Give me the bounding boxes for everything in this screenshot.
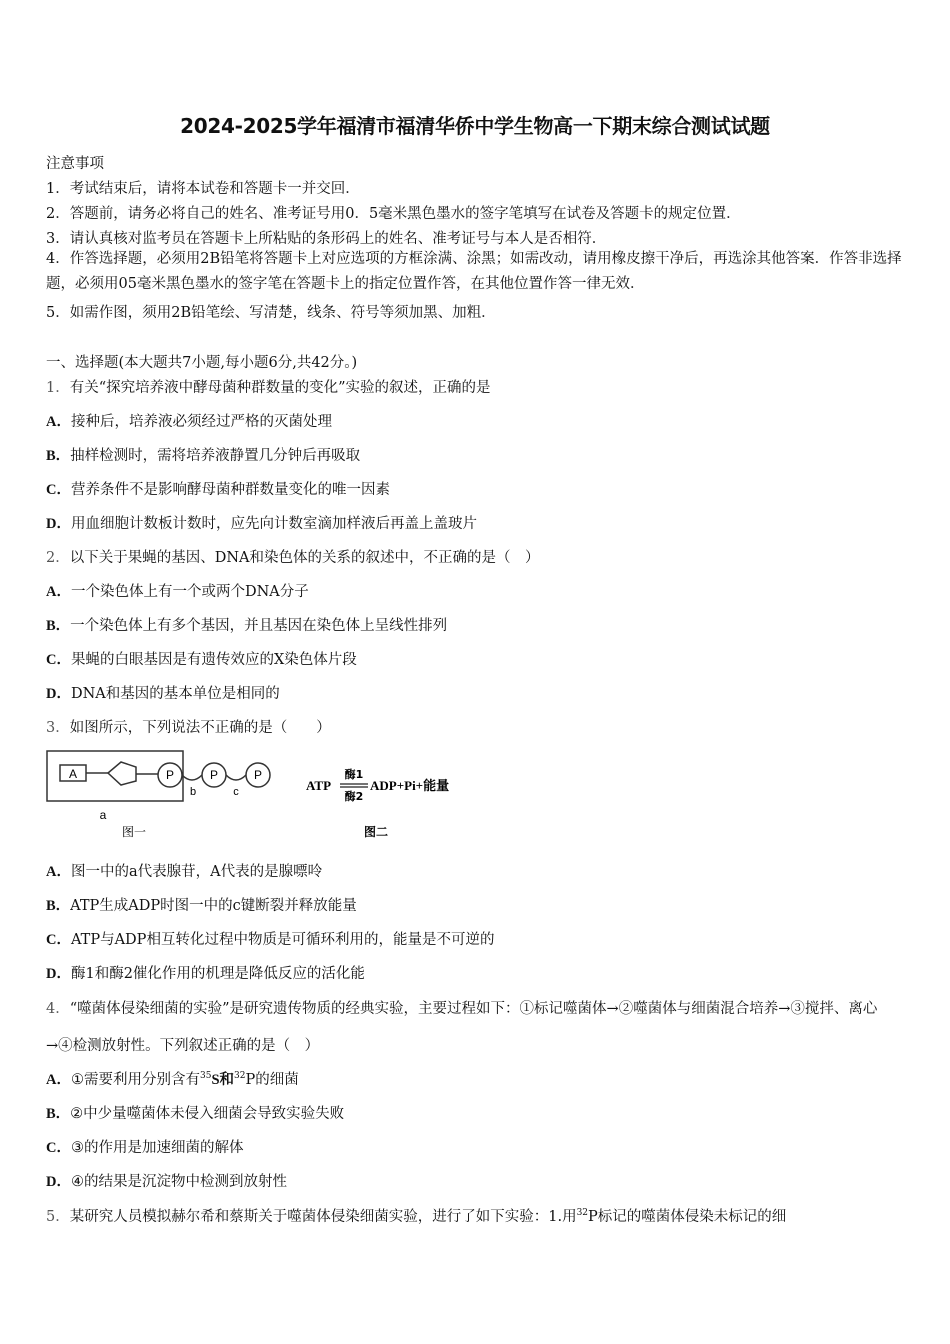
option-letter: B．	[46, 1106, 71, 1122]
option-text: ④的结果是沉淀物中检测到放射性	[70, 1174, 287, 1190]
option-text: 用血细胞计数板计数时，应先向计数室滴加样液后再盖上盖玻片	[70, 516, 477, 532]
section-heading: 一、选择题(本大题共7小题,每小题6分,共42分。)	[46, 355, 358, 371]
option-d	[46, 1170, 287, 1191]
option-letter: C．	[46, 482, 71, 498]
phosphate-label: P	[253, 768, 263, 782]
option-c	[46, 478, 390, 499]
option-text: ③的作用是加速细菌的解体	[70, 1140, 244, 1156]
enzyme-2-label: 酶2	[344, 790, 364, 803]
figure-atp-reaction	[306, 760, 486, 844]
option-text: 抽样检测时，需将培养液静置几分钟后再吸取	[70, 448, 361, 464]
option-c	[46, 928, 494, 949]
option-text: ①需要利用分别含有	[70, 1072, 200, 1088]
phosphate-label: P	[209, 768, 219, 782]
atp-structure-diagram	[46, 748, 286, 843]
question-number: 1．	[46, 380, 70, 396]
notice-item: 5．如需作图，须用2B铅笔绘、写清楚，线条、符号等须加黑、加粗．	[46, 305, 496, 321]
high-energy-bond-c	[226, 775, 246, 780]
option-text: 酶1和酶2催化作用的机理是降低反应的活化能	[70, 966, 365, 982]
question-4	[46, 991, 902, 1065]
question-number: 4．	[46, 1001, 70, 1017]
figure-1-caption: 图一	[121, 825, 147, 839]
option-d	[46, 682, 280, 703]
notice-item: 2．答题前，请务必将自己的姓名、准考证号用0．5毫米黑色墨水的签字笔填写在试卷及答题卡的规定位置．	[46, 206, 741, 222]
option-letter: D．	[46, 686, 71, 702]
ribose-pentagon	[108, 762, 136, 785]
option-a	[46, 1068, 299, 1089]
question-stem: 某研究人员模拟赫尔希和蔡斯关于噬菌体侵染细菌实验，进行了如下实验：1.用	[69, 1209, 577, 1225]
option-b	[46, 1102, 344, 1123]
option-b	[46, 614, 447, 635]
bond-c-label: c	[233, 786, 239, 798]
option-a	[46, 410, 332, 431]
option-text: 营养条件不是影响酵母菌种群数量变化的唯一因素	[70, 482, 390, 498]
question-stem: 有关“探究培养液中酵母菌种群数量的变化”实验的叙述，正确的是	[69, 380, 491, 396]
question-stem: “噬菌体侵染细菌的实验”是研究遗传物质的经典实验，主要过程如下：①标记噬菌体→②噬菌体与细菌混合培养→③搅拌、离心→④检测放射性。下列叙述正确的是（ ）	[46, 1001, 878, 1054]
superscript: 35	[199, 1071, 212, 1082]
figure-atp-structure	[46, 748, 286, 847]
option-letter: D．	[46, 516, 71, 532]
option-letter: C．	[46, 1140, 71, 1156]
atp-reaction-diagram	[306, 760, 486, 840]
option-text: 果蝇的白眼基因是有遗传效应的X染色体片段	[70, 652, 357, 668]
option-d	[46, 512, 477, 533]
option-text: 接种后，培养液必须经过严格的灭菌处理	[70, 414, 332, 430]
question-3	[46, 716, 331, 737]
option-a	[46, 860, 322, 881]
adenine-label: A	[68, 767, 78, 781]
enzyme-1-label: 酶1	[344, 768, 364, 781]
figure-2-caption: 图二	[363, 825, 389, 839]
page-title: 2024-2025学年福清市福清华侨中学生物高一下期末综合测试试题	[180, 114, 770, 138]
question-stem: 以下关于果蝇的基因、DNA和染色体的关系的叙述中，不正确的是（ ）	[69, 550, 540, 566]
option-c	[46, 648, 357, 669]
question-stem: 如图所示，下列说法不正确的是（ ）	[69, 720, 331, 736]
high-energy-bond-b	[182, 775, 202, 780]
option-text: S和	[211, 1072, 235, 1088]
option-letter: C．	[46, 932, 71, 948]
option-c	[46, 1136, 243, 1157]
option-letter: B．	[46, 898, 71, 914]
option-letter: A．	[46, 1072, 71, 1088]
option-a	[46, 580, 309, 601]
question-stem: P标记的噬菌体侵染未标记的细	[588, 1209, 787, 1225]
question-5	[46, 1205, 786, 1226]
option-letter: A．	[46, 864, 71, 880]
phosphate-label: P	[165, 768, 175, 782]
option-text: 一个染色体上有一个或两个DNA分子	[70, 584, 309, 600]
option-letter: B．	[46, 618, 71, 634]
question-2	[46, 546, 540, 567]
option-text: 一个染色体上有多个基因，并且基因在染色体上呈线性排列	[70, 618, 448, 634]
question-number: 2．	[46, 550, 70, 566]
a-label: a	[99, 808, 107, 822]
option-d	[46, 962, 365, 983]
reactant-label: ATP	[306, 778, 332, 793]
product-label: ADP+Pi+能量	[370, 778, 450, 793]
notice-item: 1．考试结束后，请将本试卷和答题卡一并交回．	[46, 181, 360, 197]
superscript: 32	[576, 1208, 589, 1219]
option-letter: D．	[46, 966, 71, 982]
option-text: 图一中的a代表腺苷，A代表的是腺嘌呤	[70, 864, 323, 880]
notice-item: 4．作答选择题，必须用2B铅笔将答题卡上对应选项的方框涂满、涂黑；如需改动，请用橡皮擦干净后，再选涂其他答案．作答非选择题，必须用05毫米黑色墨水的签字笔在答题卡上的指定位置作答，在其他位置作答一律无效．	[46, 251, 902, 292]
option-letter: A．	[46, 584, 71, 600]
option-letter: D．	[46, 1174, 71, 1190]
notice-item: 3．请认真核对监考员在答题卡上所粘贴的条形码上的姓名、准考证号与本人是否相符．	[46, 231, 607, 247]
bond-b-label: b	[189, 786, 197, 798]
option-b	[46, 444, 360, 465]
adenosine-box	[47, 751, 183, 801]
option-text: ②中少量噬菌体未侵入细菌会导致实验失败	[70, 1106, 345, 1122]
option-b	[46, 894, 357, 915]
notice-heading: 注意事项	[46, 156, 104, 172]
option-text: DNA和基因的基本单位是相同的	[70, 686, 280, 702]
option-letter: C．	[46, 652, 71, 668]
option-letter: B．	[46, 448, 71, 464]
question-number: 5．	[46, 1209, 70, 1225]
option-text: ATP生成ADP时图一中的c键断裂并释放能量	[70, 898, 357, 914]
option-text: P的细菌	[245, 1072, 299, 1088]
question-1	[46, 376, 491, 397]
superscript: 32	[234, 1071, 246, 1082]
option-text: ATP与ADP相互转化过程中物质是可循环利用的，能量是不可逆的	[70, 932, 495, 948]
question-number: 3．	[46, 720, 70, 736]
option-letter: A．	[46, 414, 71, 430]
